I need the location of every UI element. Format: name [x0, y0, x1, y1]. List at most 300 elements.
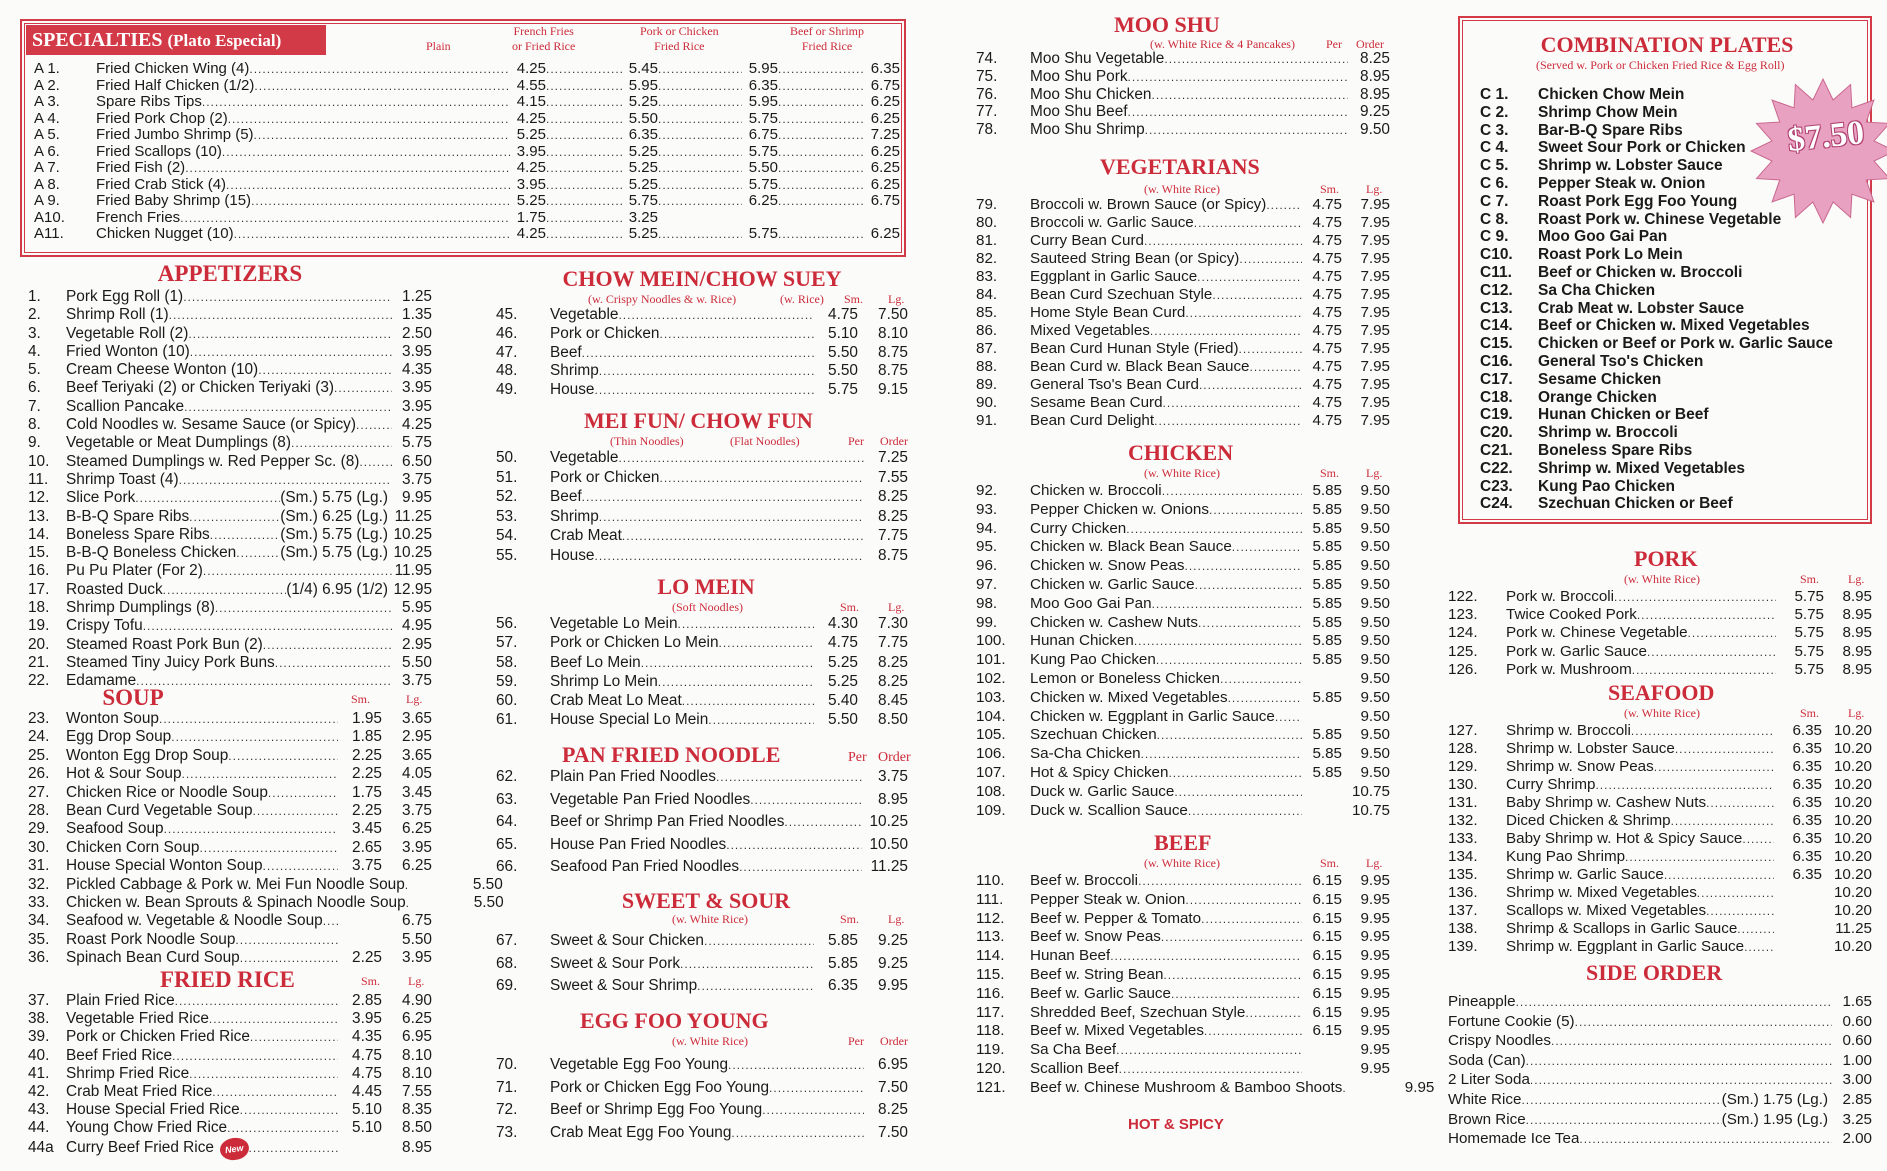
dot-leader	[1706, 794, 1774, 812]
item-large-price: 9.50	[1360, 538, 1390, 556]
specialty-price: 6.35	[870, 60, 900, 77]
menu-item-row	[28, 1047, 432, 1065]
menu-item-row	[28, 1028, 432, 1046]
item-small-price: 5.85	[1312, 538, 1342, 556]
pork-sub: (w. White Rice)	[1624, 572, 1700, 586]
menu-item-row	[496, 633, 908, 652]
menu-item-row	[28, 471, 432, 489]
combination-sub: (Served w. Pork or Chicken Fried Rice & Egg Roll)	[1536, 58, 1785, 72]
item-name: Sa-Cha Chicken	[1030, 745, 1141, 763]
item-number: 117.	[976, 1003, 1005, 1021]
menu-item-row	[976, 726, 1390, 745]
menu-item-row	[496, 1077, 908, 1100]
menu-item-row	[1448, 606, 1872, 624]
item-large-price: 9.50	[1360, 482, 1390, 499]
dot-leader	[184, 398, 392, 416]
item-large-price: 8.45	[878, 692, 908, 710]
menu-item-row	[976, 670, 1390, 689]
item-number: 25.	[28, 746, 50, 764]
item-name: Chicken Rice or Noodle Soup	[66, 783, 268, 801]
item-small-price: 5.85	[1312, 745, 1342, 763]
menu-item-row	[28, 617, 432, 635]
item-name: Shrimp	[550, 507, 599, 525]
item-number: 54.	[496, 527, 518, 544]
item-price: 8.75	[878, 546, 908, 564]
item-price: 2.95	[402, 635, 432, 653]
item-number: 11.	[28, 470, 49, 488]
soup-lg-header: Lg.	[406, 692, 423, 706]
specialty-price: 5.95	[628, 76, 658, 94]
item-name: Szechuan Chicken or Beef	[1538, 495, 1733, 513]
item-number: 18.	[28, 599, 50, 617]
item-name: Fried Jumbo Shrimp (5)	[96, 127, 254, 143]
item-large-price: 9.50	[1360, 707, 1390, 725]
item-name: Moo Shu Pork	[1030, 67, 1128, 85]
item-name: Shrimp w. Lobster Sauce	[1506, 740, 1675, 757]
dot-leader	[226, 177, 510, 194]
item-name: White Rice	[1448, 1090, 1522, 1108]
menu-item-row	[496, 766, 908, 789]
item-name: Sa Cha Beef	[1030, 1041, 1117, 1059]
item-small-price: 2.25	[352, 746, 382, 764]
item-number: C19.	[1480, 406, 1513, 424]
specialty-price: 6.35	[748, 76, 778, 94]
menu-item-row	[496, 1122, 908, 1145]
item-name: Bean Curd Hunan Style (Fried)	[1030, 340, 1239, 357]
item-number: 134.	[1448, 848, 1478, 865]
menu-item-row	[976, 745, 1390, 764]
dot-leader	[658, 144, 742, 161]
item-number: 50.	[496, 449, 518, 466]
item-large-price: 5.50	[473, 893, 504, 911]
fried-rice-title: FRIED RICE	[160, 967, 295, 992]
item-large-price: 8.95	[1842, 588, 1872, 605]
item-name: Beef w. Broccoli	[1030, 872, 1139, 889]
seafood-sub: (w. White Rice)	[1624, 706, 1700, 720]
dot-leader	[1220, 670, 1302, 689]
menu-item-row	[28, 325, 432, 343]
item-number: 102.	[976, 669, 1006, 687]
pan-fried-title: PAN FRIED NOODLE	[562, 742, 781, 767]
item-number: 104.	[976, 707, 1006, 725]
item-number: 35.	[28, 930, 50, 948]
item-number: 84.	[976, 286, 998, 303]
item-number: 100.	[976, 632, 1006, 650]
combo-item-row	[1480, 264, 1870, 282]
item-large-price: 9.95	[1360, 1022, 1390, 1040]
item-name: Crab Meat Fried Rice	[66, 1082, 213, 1100]
item-large-price: 8.10	[402, 1046, 432, 1064]
item-number: 22.	[28, 672, 50, 690]
combination-box	[1458, 16, 1872, 524]
item-large-price: 8.35	[402, 1101, 432, 1119]
item-name: Steamed Tiny Juicy Pork Buns	[66, 653, 275, 671]
item-name: Brown Rice	[1448, 1110, 1526, 1128]
item-number: 34.	[28, 912, 50, 930]
item-large-price: 9.50	[1360, 688, 1390, 706]
item-number: 113.	[976, 928, 1005, 946]
item-large-price: 4.90	[402, 992, 432, 1009]
item-large-price: 9.25	[878, 932, 908, 949]
dot-leader	[188, 325, 392, 343]
item-name: Shrimp w. Eggplant in Garlic Sauce	[1506, 938, 1745, 955]
item-number: 76.	[976, 85, 998, 103]
specialties-list	[34, 61, 900, 243]
dot-leader	[1516, 993, 1832, 1013]
dot-leader	[658, 673, 814, 692]
menu-item-row	[976, 340, 1390, 358]
menu-item-row	[496, 834, 908, 857]
item-small-price: 4.75	[352, 1064, 382, 1082]
appetizers-section	[28, 262, 432, 691]
dot-leader	[1188, 802, 1302, 821]
item-name: Chicken Corn Soup	[66, 838, 200, 856]
beef-title: BEEF	[1154, 830, 1212, 855]
specialty-price: 5.25	[516, 192, 546, 209]
dot-leader	[599, 362, 814, 381]
item-number: 2.	[28, 306, 41, 324]
item-name: French Fries	[96, 209, 181, 226]
item-name: Beef w. Pepper & Tomato	[1030, 909, 1202, 927]
dot-leader	[618, 449, 864, 469]
combo-item-row	[1480, 175, 1870, 193]
item-number: 79.	[976, 196, 998, 213]
dot-leader	[1201, 910, 1302, 929]
menu-item-row	[976, 966, 1390, 985]
menu-item-row	[496, 811, 908, 834]
dot-leader	[1195, 576, 1302, 595]
item-number: 75.	[976, 67, 998, 85]
menu-item-row	[1448, 938, 1872, 956]
menu-item-row	[976, 250, 1390, 268]
menu-item-row	[28, 343, 432, 361]
item-name: Broccoli w. Garlic Sauce	[1030, 214, 1194, 231]
dot-leader	[658, 111, 742, 128]
soup-title: SOUP	[102, 685, 164, 710]
item-number: 111.	[976, 890, 1004, 908]
item-name: Chicken w. Snow Peas	[1030, 557, 1185, 575]
item-number: 80.	[976, 214, 998, 231]
vegetarians-section	[976, 154, 1390, 429]
item-name: Scallion Beef	[1030, 1059, 1119, 1077]
item-small-price: 6.35	[1792, 722, 1822, 739]
soup-list	[28, 710, 504, 967]
item-name: General Tso's Bean Curd	[1030, 376, 1199, 393]
vegetarians-lg-header: Lg.	[1366, 182, 1383, 196]
item-name: Crab Meat Lo Meat	[550, 692, 682, 710]
menu-item-row	[28, 636, 432, 654]
item-large-price: 3.95	[402, 838, 432, 856]
menu-item-row	[496, 362, 908, 381]
menu-item-row	[496, 507, 908, 527]
item-large-price: 8.75	[878, 362, 908, 380]
item-large-price: 8.95	[1842, 606, 1872, 624]
item-number: 33.	[28, 893, 50, 911]
menu-item-row	[1448, 1090, 1872, 1110]
item-number: C14.	[1480, 317, 1513, 335]
item-small-price: 6.35	[1792, 830, 1822, 847]
dot-leader	[784, 811, 862, 834]
item-number: C 8.	[1480, 210, 1509, 228]
dot-leader	[203, 562, 392, 580]
menu-item-row	[976, 121, 1390, 139]
item-number: 120.	[976, 1059, 1006, 1077]
item-name: Vegetable Pan Fried Noodles	[550, 790, 751, 808]
combo-item-row	[1480, 104, 1870, 122]
dot-leader	[1171, 985, 1302, 1004]
item-number: 130.	[1448, 776, 1478, 793]
dot-leader	[263, 857, 338, 875]
menu-item-row	[976, 232, 1390, 250]
menu-item-row	[496, 526, 908, 546]
item-price: 4.25	[402, 416, 432, 434]
egg-foo-sub: (w. White Rice)	[672, 1034, 748, 1048]
item-large-price: 5.50	[402, 930, 432, 948]
menu-item-row	[28, 288, 432, 306]
item-name: Pork or Chicken Egg Foo Young	[550, 1078, 770, 1096]
item-number: 132.	[1448, 812, 1478, 829]
specialty-price: 5.95	[748, 93, 778, 110]
specialties-box	[20, 19, 906, 257]
item-name: Twice Cooked Pork	[1506, 606, 1637, 624]
dot-leader	[175, 992, 338, 1010]
item-number: 110.	[976, 872, 1005, 889]
item-number: C 1.	[1480, 86, 1509, 103]
menu-item-row	[28, 1010, 432, 1028]
item-large-price: 8.10	[402, 1064, 432, 1082]
item-small-price: 5.10	[352, 1101, 382, 1119]
item-number: 47.	[496, 343, 518, 361]
item-number: 121.	[976, 1078, 1006, 1096]
dot-leader	[778, 94, 864, 111]
item-name: House Special Wonton Soup	[66, 857, 263, 875]
item-number: A 7.	[34, 159, 60, 176]
dot-leader	[546, 127, 622, 144]
specialty-price: 6.25	[870, 109, 900, 127]
item-large-price: 7.95	[1360, 214, 1390, 231]
item-small-price: 5.75	[1794, 588, 1824, 605]
menu-item-row	[28, 820, 432, 838]
item-small-price: 5.40	[828, 692, 858, 710]
dot-leader	[658, 177, 742, 194]
item-large-price: 10.20	[1833, 902, 1872, 919]
item-name: Curry Shrimp	[1506, 776, 1596, 793]
item-large-price: 10.20	[1833, 794, 1872, 811]
item-small-price: 4.75	[1312, 322, 1342, 339]
menu-item-row	[976, 68, 1390, 86]
item-large-price: 10.75	[1351, 801, 1390, 819]
item-number: 126.	[1448, 660, 1478, 678]
menu-item-row	[28, 526, 432, 544]
specialty-price: 6.75	[748, 126, 778, 143]
item-small-price: 5.85	[828, 932, 858, 949]
item-large-price: 7.50	[878, 306, 908, 323]
beef-sm-header: Sm.	[1320, 856, 1340, 870]
item-name: Sesame Bean Curd	[1030, 394, 1163, 411]
dot-leader	[546, 94, 622, 111]
item-number: 136.	[1448, 884, 1478, 901]
seafood-sm-header: Sm.	[1800, 706, 1820, 720]
item-number: 23.	[28, 710, 50, 727]
menu-item-row	[976, 1060, 1390, 1079]
item-large-price: 9.50	[1360, 613, 1390, 631]
menu-item-row	[28, 893, 504, 912]
item-small-price: 6.35	[1792, 776, 1822, 793]
item-small-price: 6.35	[1792, 812, 1822, 829]
item-number: 64.	[496, 813, 518, 830]
combination-price: $7.50	[1785, 114, 1866, 159]
dot-leader	[291, 434, 392, 452]
item-name: Pickled Cabbage & Pork w. Mei Fun Noodle Soup	[66, 875, 405, 893]
item-name: Pork or Chicken	[550, 468, 660, 486]
item-number: 138.	[1448, 920, 1478, 937]
item-number: C20.	[1480, 424, 1513, 442]
menu-item-row	[496, 856, 908, 879]
item-small-price: 4.75	[1312, 268, 1342, 285]
dot-leader	[143, 617, 392, 635]
item-large-price: 4.05	[402, 765, 432, 783]
dot-leader	[595, 381, 815, 400]
menu-item-row	[28, 361, 432, 379]
item-large-price: 10.20	[1833, 866, 1872, 883]
item-name: House	[550, 546, 595, 564]
vegetarians-sub: (w. White Rice)	[1144, 182, 1220, 196]
item-large-price: 9.95	[1360, 928, 1390, 946]
menu-item-row	[496, 306, 908, 325]
combo-item-row	[1480, 335, 1870, 353]
menu-item-row	[28, 875, 503, 894]
item-number: C17.	[1480, 370, 1513, 388]
item-price: 8.95	[878, 790, 908, 808]
item-large-price: 7.95	[1360, 322, 1390, 339]
dot-leader	[1625, 848, 1774, 866]
item-name: Chicken or Beef or Pork w. Garlic Sauce	[1538, 335, 1833, 353]
item-number: 24.	[28, 728, 50, 746]
item-small-price: 3.95	[352, 1010, 382, 1028]
item-price: 7.75	[878, 527, 908, 544]
dot-leader	[778, 160, 864, 177]
item-number: 133.	[1448, 830, 1478, 847]
item-name: Egg Drop Soup	[66, 728, 172, 746]
menu-item-row	[976, 50, 1390, 68]
item-name: Vegetable	[550, 449, 619, 466]
dot-leader	[618, 306, 814, 325]
item-number: 30.	[28, 838, 50, 856]
item-large-price: 9.95	[1360, 947, 1390, 965]
item-small-price: 5.75	[1794, 642, 1824, 660]
item-number: C 2.	[1480, 103, 1509, 121]
specialty-price: 5.50	[628, 109, 658, 127]
item-number: C13.	[1480, 299, 1513, 317]
item-small-price: 6.15	[1312, 965, 1342, 983]
dot-leader	[1128, 104, 1348, 122]
item-name: Fortune Cookie (5)	[1448, 1012, 1575, 1030]
fried-rice-lg-header: Lg.	[408, 974, 425, 988]
specialties-header-beef: Beef or Shrimp Fried Rice	[790, 24, 864, 53]
item-small-price: 4.75	[1312, 250, 1342, 267]
chow-mein-lg-header: Lg.	[888, 292, 905, 306]
item-number: 70.	[496, 1056, 518, 1073]
item-small-price: 5.85	[1312, 613, 1342, 631]
pan-fried-per-header: Per	[848, 750, 867, 765]
item-small-price: 4.75	[828, 634, 858, 652]
item-name: Vegetable	[550, 306, 619, 323]
item-name: Mixed Vegetables	[1030, 322, 1150, 339]
chow-mein-title: CHOW MEIN/CHOW SUEY	[562, 266, 842, 291]
menu-item-row	[976, 985, 1390, 1004]
item-name: Shrimp w. Broccoli	[1506, 722, 1631, 739]
dot-leader	[697, 975, 814, 998]
item-number: 7.	[28, 397, 41, 415]
menu-item-row	[496, 1054, 908, 1077]
item-name: Roast Pork Noodle Soup	[66, 930, 236, 948]
menu-item-row	[976, 394, 1390, 412]
item-large-price: 9.50	[1360, 557, 1390, 575]
item-name: Moo Shu Shrimp	[1030, 121, 1145, 139]
item-small-price: 4.75	[1312, 304, 1342, 321]
soup-section	[28, 685, 504, 967]
menu-item-row	[1448, 992, 1872, 1012]
item-number: 103.	[976, 688, 1006, 706]
dot-leader	[546, 193, 622, 210]
menu-item-row	[976, 538, 1390, 557]
item-number: 72.	[496, 1101, 518, 1118]
mei-fun-list	[496, 448, 908, 565]
pork-sm-header: Sm.	[1800, 572, 1820, 586]
specialty-price: 3.25	[628, 208, 658, 226]
item-large-price: 7.95	[1360, 358, 1390, 375]
dot-leader	[135, 489, 280, 507]
item-name: Beef or Chicken w. Mixed Vegetables	[1538, 317, 1810, 335]
item-name: Kung Pao Chicken	[1538, 477, 1675, 495]
item-number: 69.	[496, 977, 518, 994]
item-number: C18.	[1480, 388, 1513, 406]
menu-item-row	[1448, 1129, 1872, 1149]
item-number: 58.	[496, 653, 518, 671]
item-number: 15.	[28, 544, 50, 562]
menu-item-row	[976, 910, 1390, 929]
dot-leader	[172, 1047, 338, 1065]
item-number: 39.	[28, 1028, 50, 1046]
item-price: 9.95	[402, 489, 432, 507]
item-small-price: 5.85	[1312, 726, 1342, 744]
dot-leader	[660, 325, 815, 344]
item-large-price: 11.25	[1835, 920, 1872, 937]
dot-leader	[182, 765, 339, 783]
dot-leader	[708, 711, 814, 730]
dot-leader	[1526, 1111, 1722, 1131]
item-price: 1.65	[1842, 993, 1872, 1010]
menu-item-row	[28, 599, 432, 617]
item-price: 3.75	[878, 768, 908, 785]
item-price: 7.25	[878, 449, 908, 466]
item-large-price: 8.50	[878, 711, 908, 729]
seafood-title: SEAFOOD	[1608, 680, 1715, 705]
item-name: Shrimp w. Garlic Sauce	[1506, 866, 1664, 883]
dot-leader	[546, 210, 622, 227]
item-name: Crab Meat	[550, 527, 622, 544]
dot-leader	[1742, 830, 1774, 848]
item-small-price: 6.35	[1792, 758, 1822, 775]
dot-leader	[778, 61, 864, 78]
pan-fried-order-header: Order	[878, 750, 911, 765]
item-name: Scallops w. Mixed Vegetables	[1506, 902, 1707, 919]
item-large-price: 9.50	[1360, 669, 1390, 687]
menu-item-row	[1448, 740, 1872, 758]
combination-list	[1480, 86, 1870, 513]
menu-item-row	[976, 214, 1390, 232]
item-small-price: 6.35	[1792, 794, 1822, 811]
